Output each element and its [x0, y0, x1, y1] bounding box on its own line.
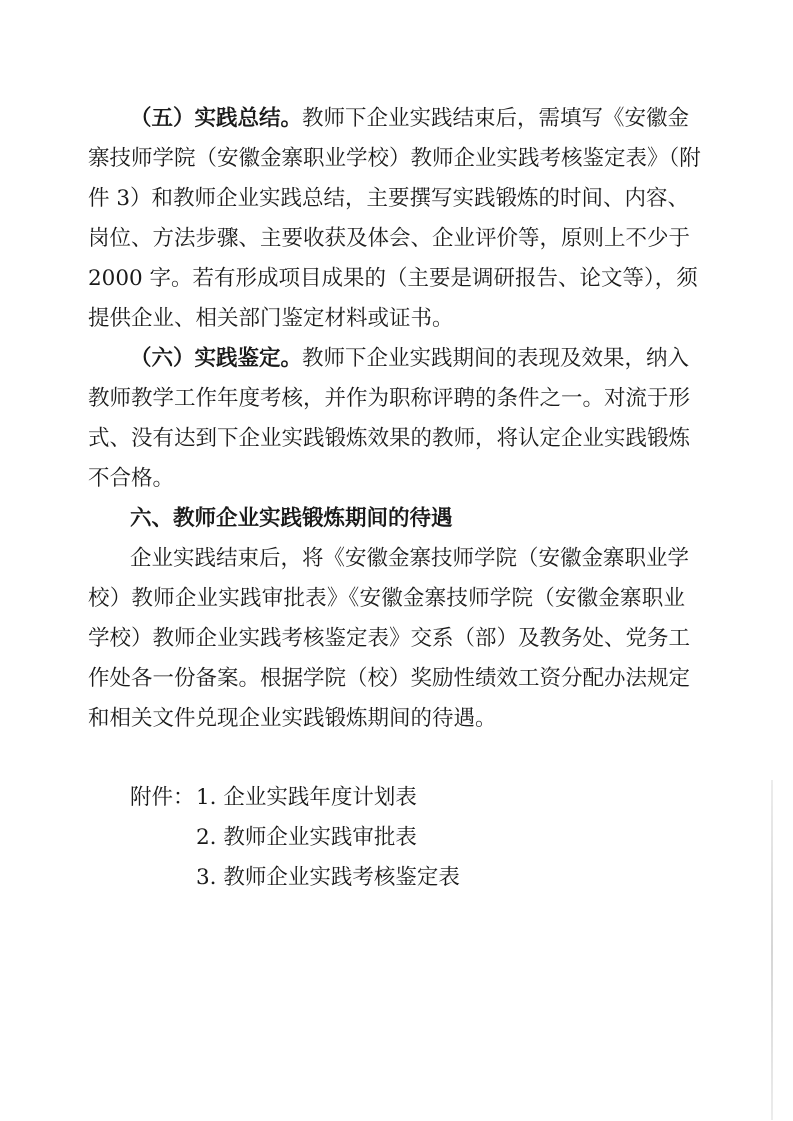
section6-line-3: 式、没有达到下企业实践锻炼效果的教师，将认定企业实践锻炼	[88, 426, 691, 451]
section5-line-5: 2000 字。若有形成项目成果的（主要是调研报告、论文等），须	[88, 266, 698, 291]
treatment-line-4: 作处各一份备案。根据学院（校）奖励性绩效工资分配办法规定	[88, 666, 691, 691]
treatment-line-5: 和相关文件兑现企业实践锻炼期间的待遇。	[88, 706, 497, 731]
treatment-line-2: 校）教师企业实践审批表》《安徽金寨技师学院（安徽金寨职业	[88, 586, 685, 611]
section6-line-2: 教师教学工作年度考核，并作为职称评聘的条件之一。对流于形	[88, 386, 691, 411]
treatment-line-3: 学校）教师企业实践考核鉴定表》交系（部）及教务处、党务工	[88, 626, 691, 651]
section6-line-4: 不合格。	[88, 466, 175, 491]
heading-treatment: 六、教师企业实践锻炼期间的待遇	[130, 506, 453, 531]
section5-line-1	[130, 99, 690, 139]
scan-artifact-line	[771, 780, 773, 1120]
attachment-item-2: 2. 教师企业实践审批表	[196, 825, 417, 850]
treatment-line-1: 企业实践结束后，将《安徽金寨技师学院（安徽金寨职业学	[130, 546, 690, 571]
section5-line-6: 提供企业、相关部门鉴定材料或证书。	[88, 306, 454, 331]
section5-text-1: 教师下企业实践结束后，需填写《安徽金	[302, 106, 690, 131]
section5-line-3: 件 3）和教师企业实践总结，主要撰写实践锻炼的时间、内容、	[88, 186, 690, 211]
section6-title: （六）实践鉴定。	[130, 346, 303, 371]
section5-line-4: 岗位、方法步骤、主要收获及体会、企业评价等，原则上不少于	[88, 226, 691, 251]
attachment-item-3: 3. 教师企业实践考核鉴定表	[196, 865, 460, 890]
attachments-label: 附件：	[130, 785, 195, 810]
section5-title: （五）实践总结。	[130, 106, 303, 131]
section5-line-2: 寨技师学院（安徽金寨职业学校）教师企业实践考核鉴定表》（附	[88, 146, 701, 171]
section6-line-1	[130, 339, 690, 379]
section6-text-1: 教师下企业实践期间的表现及效果，纳入	[302, 346, 690, 371]
attachment-item-1: 1. 企业实践年度计划表	[196, 785, 417, 810]
